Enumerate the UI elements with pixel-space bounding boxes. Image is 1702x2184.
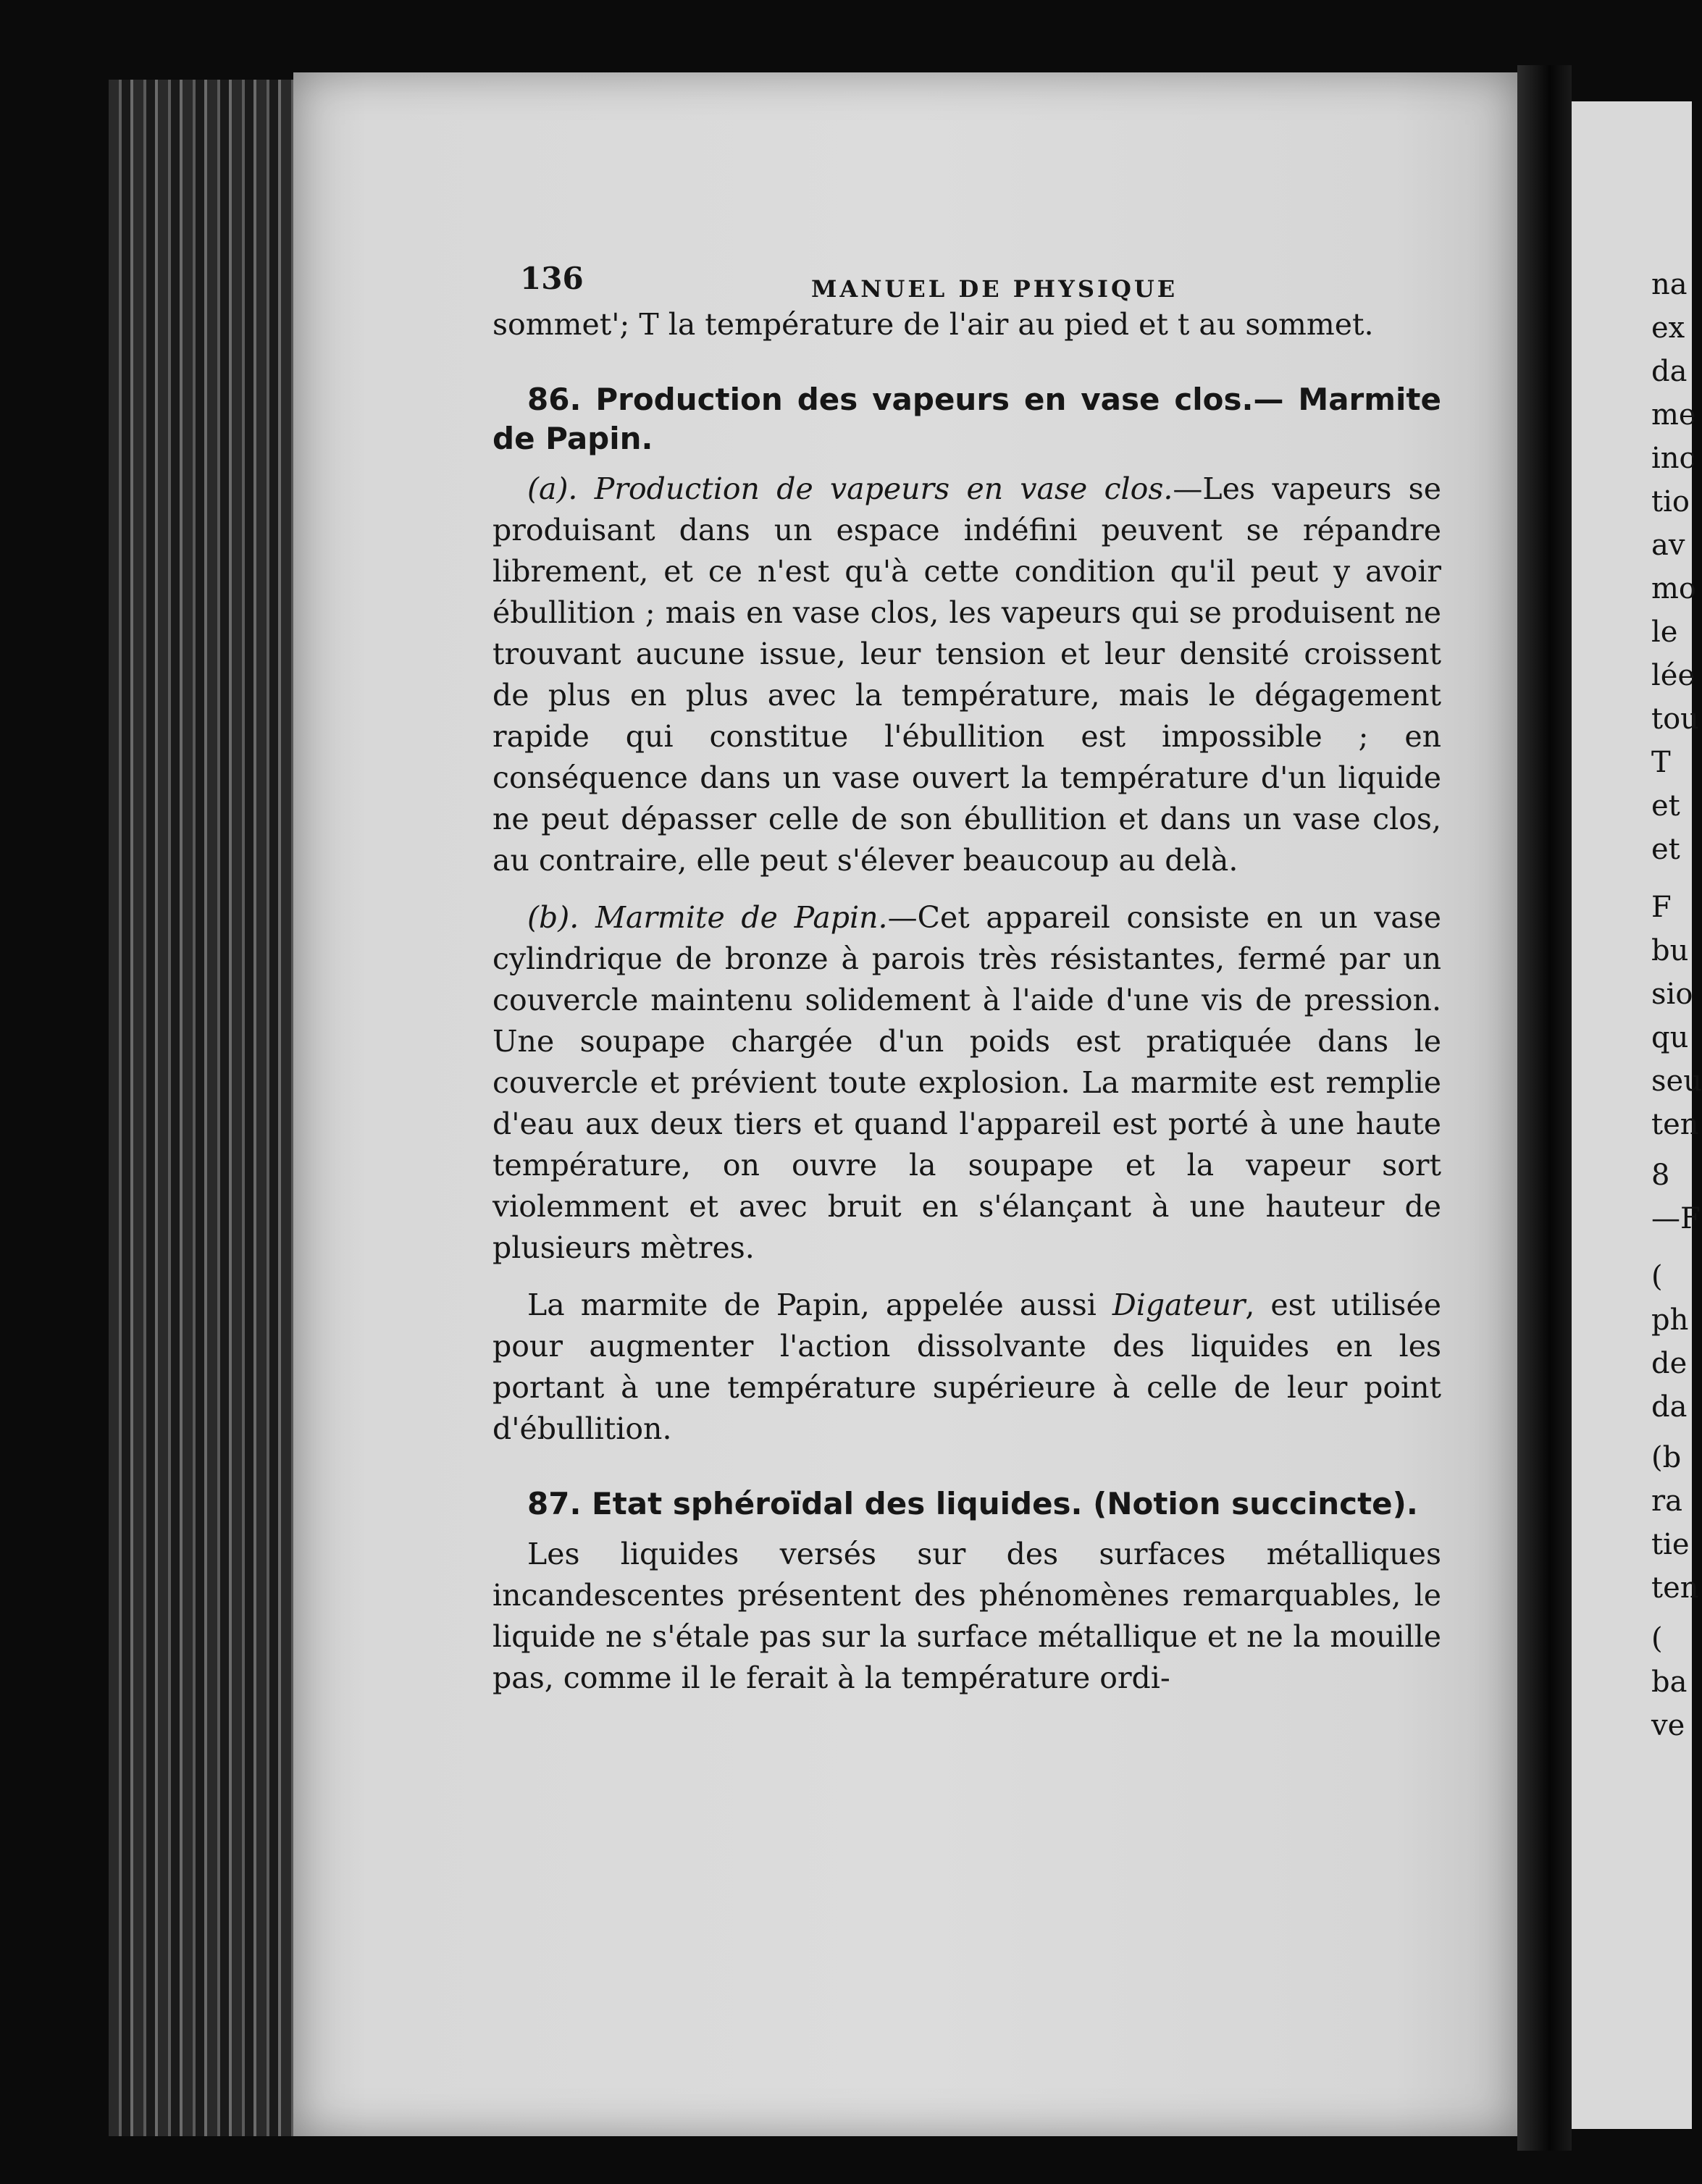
page-text (492, 246, 1441, 1699)
paragraph-digateur (492, 1285, 1441, 1450)
page-number: 136 (520, 261, 584, 296)
facing-page-fragment: mo (1651, 572, 1697, 605)
facing-page-fragment: et (1651, 789, 1680, 823)
facing-page-fragment: et (1651, 833, 1680, 866)
paragraph-continuation: sommet'; T la température de l'air au pied et t au sommet. (492, 307, 1374, 342)
running-head: MANUEL DE PHYSIQUE (811, 275, 1178, 303)
facing-page-fragment: ba (1651, 1666, 1688, 1699)
facing-page-fragment: ra (1651, 1484, 1682, 1518)
facing-page-fragment: ph (1651, 1303, 1689, 1337)
facing-page-fragment: na (1651, 268, 1688, 301)
section-87-heading (492, 1484, 1441, 1524)
facing-page-fragment: tie (1651, 1528, 1690, 1561)
paragraph-a-label: (a). Production de vapeurs en vase clos. (527, 471, 1173, 506)
section-title: Etat sphéroïdal des liquides. (Notion succincte). (592, 1486, 1418, 1521)
facing-page-fragment: F (1651, 891, 1672, 924)
paragraph-a (492, 469, 1441, 881)
page-header (492, 246, 1441, 304)
facing-page-fragment: me (1651, 398, 1696, 432)
section-number: 87. (527, 1486, 582, 1521)
facing-page-fragment: av (1651, 529, 1685, 562)
section-title: Production des vapeurs en vase clos.— Marmite de Papin. (492, 382, 1441, 456)
facing-page-fragment: ( (1651, 1260, 1663, 1293)
facing-page-fragment: inc (1651, 442, 1695, 475)
facing-page-fragment: le (1651, 616, 1678, 649)
facing-page-fragment: ( (1651, 1622, 1663, 1655)
section-86-heading (492, 380, 1441, 458)
facing-page-fragment: ve (1651, 1709, 1685, 1742)
facing-page-fragment: de (1651, 1347, 1688, 1380)
facing-page-fragment: bu (1651, 934, 1689, 967)
paragraph-a-text: —Les vapeurs se produisant dans un espace indéfini peuvent se répandre librement, et ce n'est qu'à cette condition qu'il peut y avoir ébullition ; mais en vase clos, les vapeurs qui se produisent ne trouvant aucune issue, leur tension et leur densité croissent de plus en plus avec la température, mais le dégagement rapide qui constitue l'ébullition est impossible ; en conséquence dans un vase ouvert la température d'un liquide ne peut dépasser celle de son ébullition et dans un vase clos, au contraire, elle peut s'élever beaucoup au delà. (492, 471, 1441, 878)
facing-page-fragment: ten (1651, 1108, 1699, 1141)
facing-page-fragment: ex (1651, 311, 1685, 345)
facing-page-fragment: sio (1651, 978, 1693, 1011)
facing-page-fragment: da (1651, 1390, 1688, 1424)
paragraph-b-label: (b). Marmite de Papin. (527, 900, 888, 935)
paragraph-digateur-term: Digateur (1112, 1288, 1246, 1322)
book-gutter (1517, 65, 1572, 2151)
paragraph-b (492, 897, 1441, 1269)
paragraph-digateur-text-a: La marmite de Papin, appelée aussi (527, 1288, 1112, 1322)
paragraph-b-text: —Cet appareil consiste en un vase cylindrique de bronze à parois très résistantes, fermé par un couvercle maintenu solidement à l'aide d'une vis de pression. Une soupape chargée d'un poids est pratiquée dans le couvercle et prévient toute explosion. La marmite est remplie d'eau aux deux tiers et quand l'appareil est porté à une haute température, on ouvre la soupape et la vapeur sort violemment et avec bruit en s'élançant à une hauteur de plusieurs mètres. (492, 900, 1441, 1265)
paragraph-spheroidal: Les liquides versés sur des surfaces métalliques incandescentes présentent des phénomènes remarquables, le liquide ne s'étale pas sur la surface métallique et ne la mouille pas, comme il le ferait à la température ordi- (492, 1537, 1441, 1695)
facing-page-fragment: T (1651, 746, 1671, 779)
facing-page-fragment: da (1651, 355, 1688, 388)
facing-page-fragment: (b (1651, 1441, 1682, 1474)
facing-page-fragment: qu (1651, 1021, 1689, 1054)
facing-page-fragment: ten (1651, 1571, 1699, 1605)
facing-page-fragment: seu (1651, 1064, 1702, 1098)
facing-page-fragment: —F (1651, 1202, 1701, 1235)
section-number: 86. (527, 382, 582, 417)
facing-page-fragment: 8 (1651, 1159, 1670, 1192)
paragraph-digateur-text-b: , est utilisée pour augmenter l'action dissolvante des liquides en les portant à une température supérieure à celle de leur point d'ébullition. (492, 1288, 1441, 1446)
facing-page-fragment: tio (1651, 485, 1690, 518)
facing-page-fragment: lée (1651, 659, 1695, 692)
facing-page-fragment: tou (1651, 702, 1699, 736)
book-edge (109, 80, 297, 2136)
facing-page (1572, 101, 1702, 2129)
